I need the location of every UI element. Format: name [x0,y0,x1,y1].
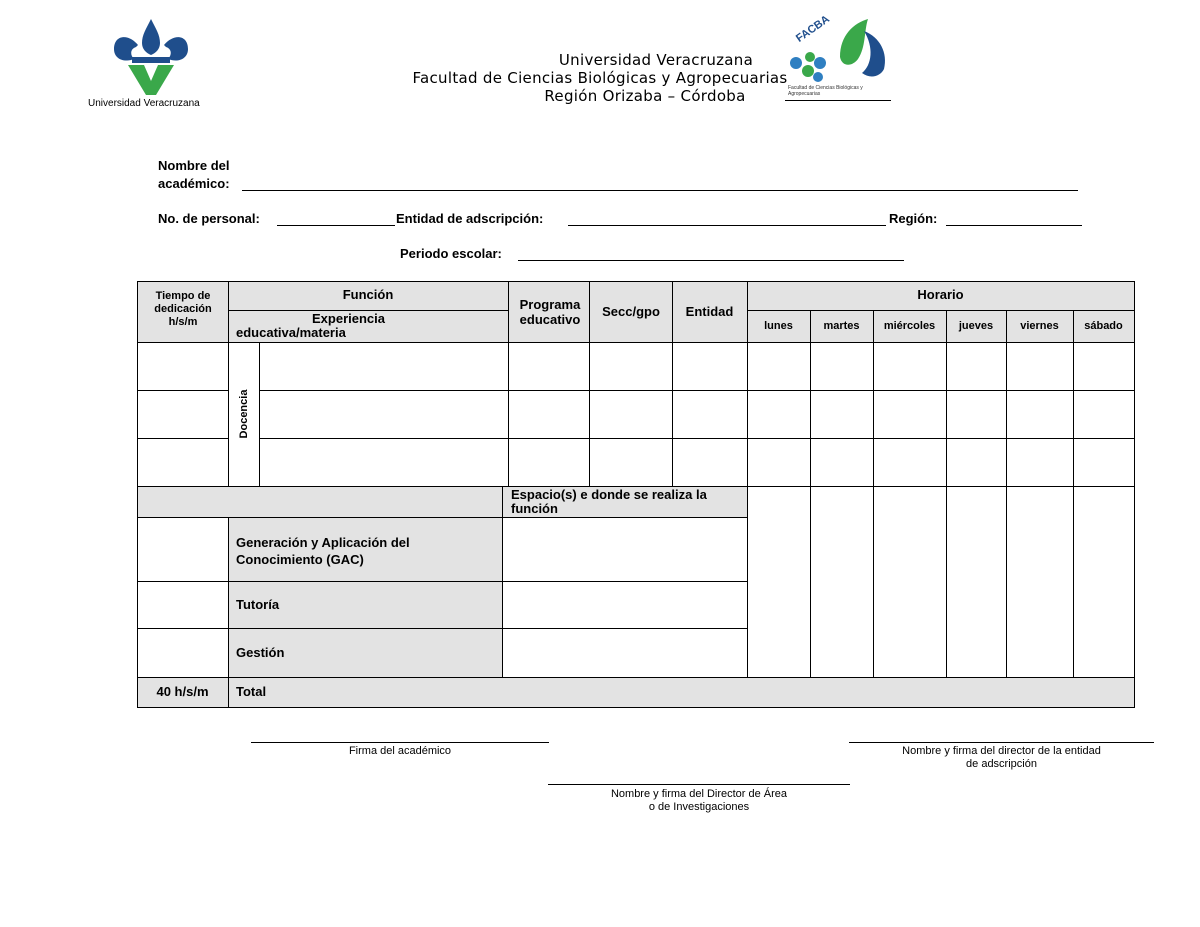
gestion-label: Gestión [236,645,285,660]
firma-director-area-label-1: Nombre y firma del Director de Área [610,788,788,800]
col-secc-header: Secc/gpo [602,304,660,319]
col-programa-header: Programa educativo [519,297,581,327]
facba-logo-subtext: Facultad de Ciencias Biológicas y Agropecuarias [788,85,863,97]
day-viernes: viernes [1020,320,1059,332]
university-title: Universidad Veracruzana [558,51,754,69]
day-jueves: jueves [958,320,994,332]
day-lunes: lunes [764,320,793,332]
day-martes: martes [823,320,860,332]
firma-academico-line[interactable] [251,742,549,743]
docencia-label: Docencia [238,389,250,439]
firma-director-entidad-line[interactable] [849,742,1154,743]
table-border-right [1134,281,1135,708]
firma-director-entidad-label-2: de adscripción [966,758,1037,770]
facba-logo-text: FACBA [793,13,832,45]
table-border-top [137,281,1135,282]
faculty-title: Facultad de Ciencias Biológicas y Agropecuarias [412,69,788,87]
region-label: Región: [889,211,938,226]
total-hours: 40 h/s/m [156,684,209,699]
table-border-bottom [137,707,1135,708]
firma-academico-label: Firma del académico [348,745,452,757]
firma-director-entidad-label-1: Nombre y firma del director de la entidad [902,745,1101,757]
col-entidad-header: Entidad [685,304,734,319]
col-tiempo-header: Tiempo de dedicación h/s/m [154,290,212,328]
entidad-label: Entidad de adscripción: [396,211,544,226]
periodo-label: Periodo escolar: [400,246,502,261]
day-sabado: sábado [1084,320,1123,332]
day-miercoles: miércoles [883,320,936,332]
uv-logo-caption: Universidad Veracruzana [88,98,200,109]
gac-label: Generación y Aplicación del Conocimiento (GAC) [236,535,410,567]
personal-label: No. de personal: [158,211,260,226]
nombre-label-line2: académico: [158,176,230,191]
nombre-label-line1: Nombre del [158,158,230,173]
espacio-label: Espacio(s) e donde se realiza la función [511,487,707,516]
col-experiencia-header: Experiencia educativa/materia [236,311,385,340]
region-title: Región Orizaba – Córdoba [544,87,746,105]
tutoria-label: Tutoría [236,597,280,612]
total-label: Total [236,684,267,699]
firma-director-area-label-2: o de Investigaciones [648,801,750,813]
col-funcion-header: Función [342,287,394,302]
firma-director-area-line[interactable] [548,784,850,785]
table-border-left [137,281,138,708]
col-horario-header: Horario [917,287,964,302]
total-grey-band [137,677,1134,707]
